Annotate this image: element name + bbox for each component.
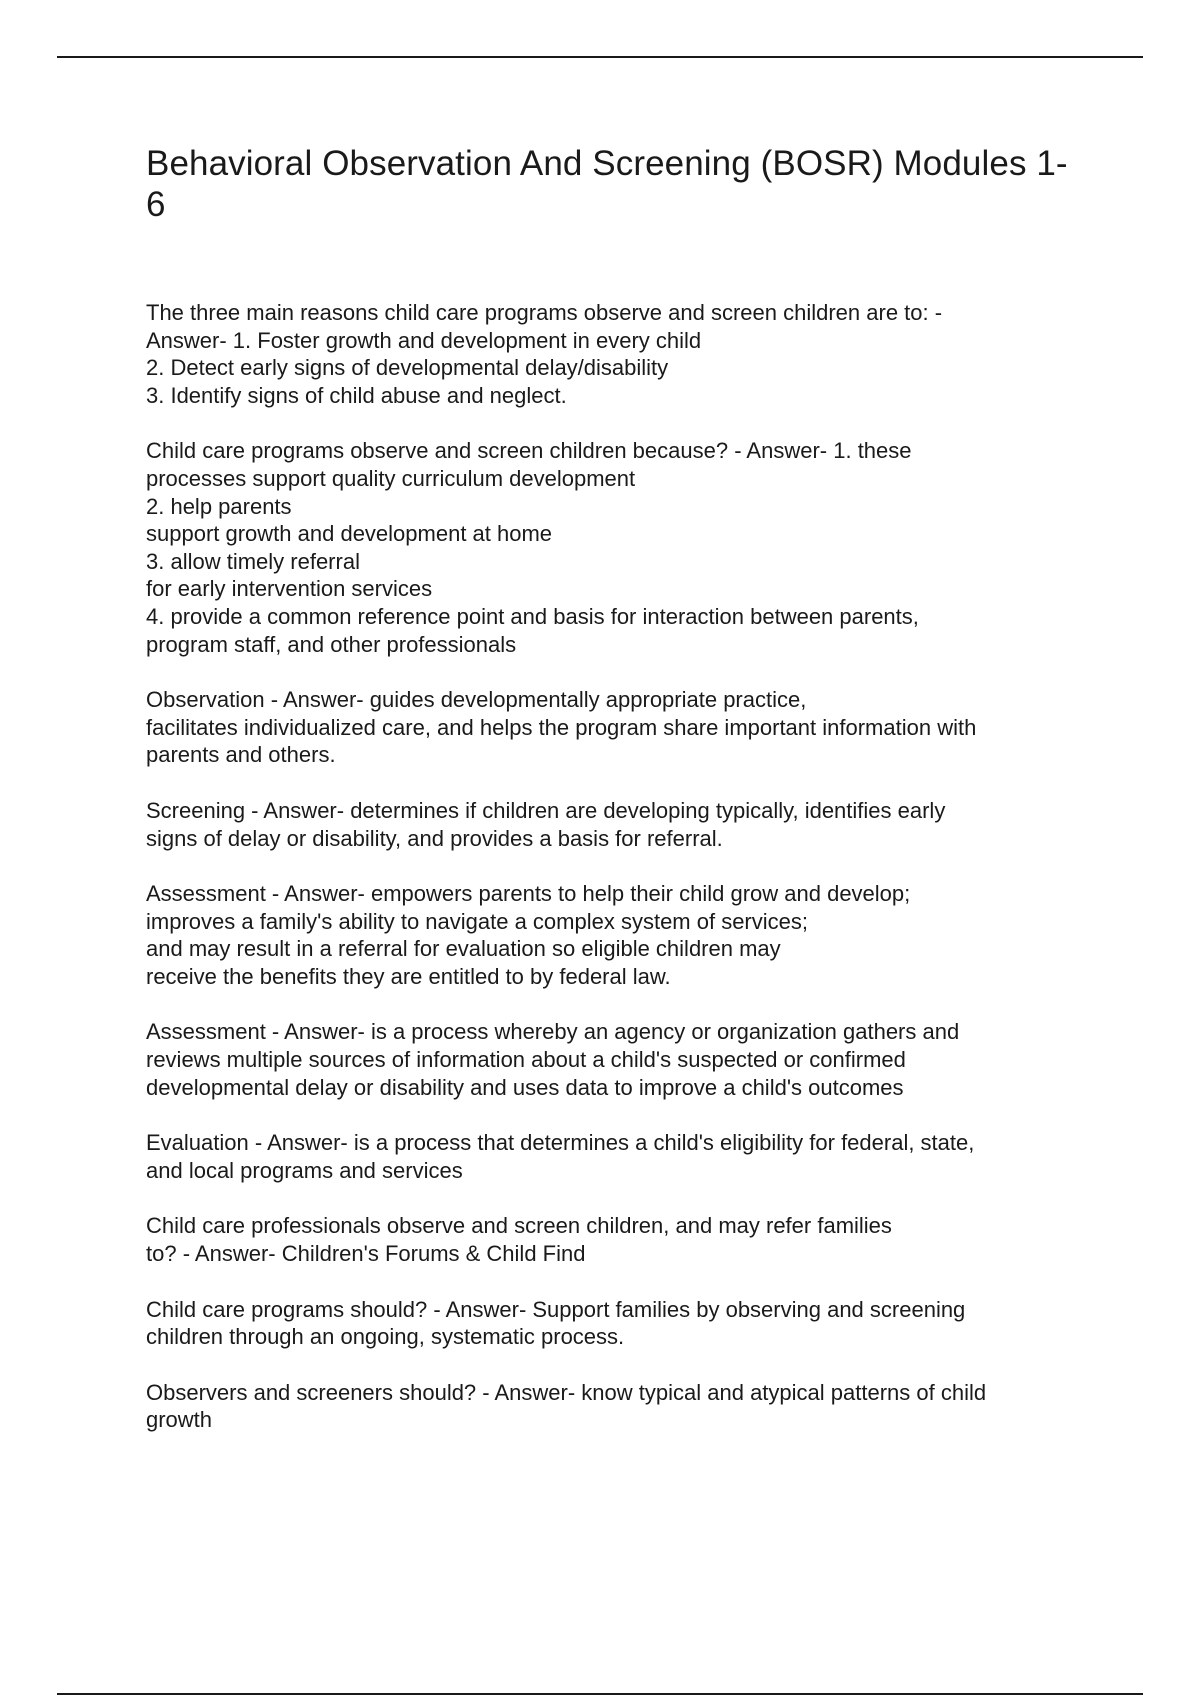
qa-item bbox=[146, 880, 1096, 990]
qa-item bbox=[146, 299, 1096, 409]
qa-text: Screening - Answer- determines if children are developing typically, identifies early signs of delay or disability, and provides a basis for referral. bbox=[146, 797, 946, 851]
qa-text: Child care programs should? - Answer- Support families by observing and screening children through an ongoing, systematic process. bbox=[146, 1296, 966, 1350]
qa-text: Child care programs observe and screen children because? - Answer- 1. these processes support quality curriculum development 2. help parents support growth and development at home 3. allow timely referral for early intervention services 4. provide a common reference point and basis for interaction between parents, program staff, and other professionals bbox=[146, 438, 919, 657]
page-title: Behavioral Observation And Screening (BOSR) Modules 1-6 bbox=[146, 144, 1068, 224]
qa-item bbox=[146, 797, 1096, 852]
qa-item bbox=[146, 1212, 1096, 1267]
qa-item bbox=[146, 1129, 1096, 1184]
qa-item bbox=[146, 437, 1096, 658]
qa-item bbox=[146, 1379, 1096, 1434]
qa-item bbox=[146, 1018, 1096, 1101]
qa-text: The three main reasons child care programs observe and screen children are to: - Answer- 1. Foster growth and development in every child 2. Detect early signs of developmental delay/disability 3. Identify signs of child abuse and neglect. bbox=[146, 300, 943, 408]
qa-text: Evaluation - Answer- is a process that determines a child's eligibility for federal, state, and local programs and services bbox=[146, 1130, 975, 1183]
qa-text: Observation - Answer- guides developmentally appropriate practice, facilitates individualized care, and helps the program share important information with parents and others. bbox=[146, 687, 977, 768]
qa-text: Child care professionals observe and screen children, and may refer families to? - Answer- Children's Forums & Child Find bbox=[146, 1213, 892, 1267]
qa-text: Assessment - Answer- is a process whereby an agency or organization gathers and reviews multiple sources of information about a child's suspected or confirmed developmental delay or disability and uses data to improve a child's outcomes bbox=[146, 1019, 960, 1100]
qa-item bbox=[146, 1296, 1096, 1351]
qa-text: Assessment - Answer- empowers parents to help their child grow and develop; improves a family's ability to navigate a complex system of services; and may result in a referral for evaluation so eligible children may receive the benefits they are entitled to by federal law. bbox=[146, 881, 911, 989]
qa-text: Observers and screeners should? - Answer- know typical and atypical patterns of child growth bbox=[146, 1379, 987, 1433]
top-rule bbox=[57, 56, 1143, 58]
qa-item bbox=[146, 686, 1096, 769]
qa-list bbox=[146, 299, 1096, 1462]
bottom-rule bbox=[57, 1693, 1143, 1695]
